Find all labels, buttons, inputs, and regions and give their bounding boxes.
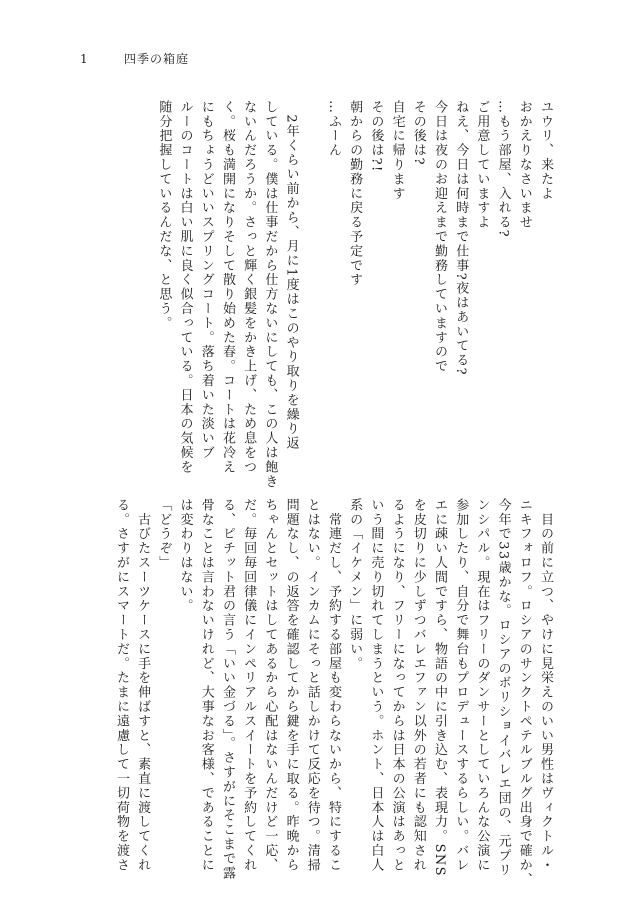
text-line: る。さすがにスマートだ。たまに遠慮して一切荷物を渡さ	[113, 498, 129, 873]
text-line: 2年くらい前から、月に1度はこのやり取りを繰り返	[283, 100, 299, 451]
text-line: 自宅に帰ります	[389, 100, 405, 201]
lower-text-block	[111, 498, 556, 887]
text-line: とはない。インカムにそっと話しかけて反応を待つ。清掃	[304, 498, 320, 873]
text-line: エに疎い人間ですら、物語の中に引き込む、表現力。SNS	[431, 498, 447, 877]
text-line: 常連だし、予約する部屋も変わらないから、特にするこ	[325, 498, 341, 873]
text-line: ルーのコートは白い肌に良く似合っている。日本の気候を	[177, 100, 193, 475]
text-line: 今日は夜のお迎えまで勤務していますので	[431, 100, 447, 374]
text-line: いう間に売り切れてしまうという。ホント、日本人は白人	[368, 498, 384, 873]
text-line: にもちょうどいいスプリングコート。落ち着いた淡いブ	[198, 100, 214, 460]
text-line: だ。毎回毎回律儀にインペリアルスイートを予約してくれ	[241, 498, 257, 873]
text-line: その後は?	[410, 100, 426, 166]
text-line: を皮切りに少しずつバレエファン以外の若者にも認知され	[410, 498, 426, 873]
text-line: ねえ、今日は何時まで仕事?夜はあいてる?	[453, 100, 469, 376]
text-line: るようになり、フリーになってからは日本の公演はあっと	[389, 498, 405, 873]
text-line: ユウリ、来たよ	[538, 100, 553, 201]
text-line: は変わりはない。	[177, 498, 193, 614]
text-line: 参加したり、自分で舞台もプロデュースするらしい。バレ	[453, 498, 469, 873]
page-header	[80, 50, 189, 67]
text-line: 問題なし、の返答を確認してから鍵を手に取る。昨晩から	[283, 498, 299, 873]
text-line: く。桜も満開になりそして散り始めた春。コートは花冷え	[219, 100, 235, 475]
upper-text-block	[153, 100, 556, 489]
text-line: ないんだろうか。さっと輝く銀髪をかき上げ、ため息をつ	[241, 100, 257, 475]
text-line: 今年で33歳かな。ロシアのボリショイバレエ団の、元プリ	[495, 498, 511, 878]
text-line: る、ピチット君の言う「いい金づる」。さすがにそこまで露	[219, 498, 235, 881]
text-line: おかえりなさいませ	[516, 100, 532, 230]
text-line: 目の前に立つ、やけに見栄えのいい男性はヴィクトル・	[538, 498, 553, 873]
text-line: ちゃんとセットはしてあるから心配はないんだけど一応、	[262, 498, 278, 873]
text-line: …もう部屋、入れる?	[495, 100, 511, 238]
text-line: 古びたスーツケースに手を伸ばすと、素直に渡してくれ	[135, 498, 151, 873]
text-line: している。僕は仕事だから仕方ないにしても、この人は飽き	[262, 100, 278, 489]
text-line: ンシパル。現在はフリーのダンサーとしていろんな公演に	[474, 498, 490, 873]
text-line: …ふーん	[325, 100, 341, 158]
book-title: 四季の箱庭	[124, 52, 190, 66]
text-line: 「どうぞ」	[156, 498, 172, 570]
text-line: 随分把握しているんだな、と思う。	[156, 100, 172, 331]
text-line: ご用意していますよ	[474, 100, 490, 230]
text-line: 朝からの勤務に戻る予定です	[347, 100, 363, 288]
text-line: 系の「イケメン」に弱い。	[347, 498, 363, 671]
text-line: ニキフォロフ。ロシアのサンクトペテルブルグ出身で確か、	[516, 498, 532, 887]
text-line	[302, 100, 323, 470]
text-line: 骨なことは言わないけれど、大事なお客様、であることに	[198, 498, 214, 873]
page-number: 1	[80, 52, 89, 66]
text-line: その後は?!	[368, 100, 384, 173]
